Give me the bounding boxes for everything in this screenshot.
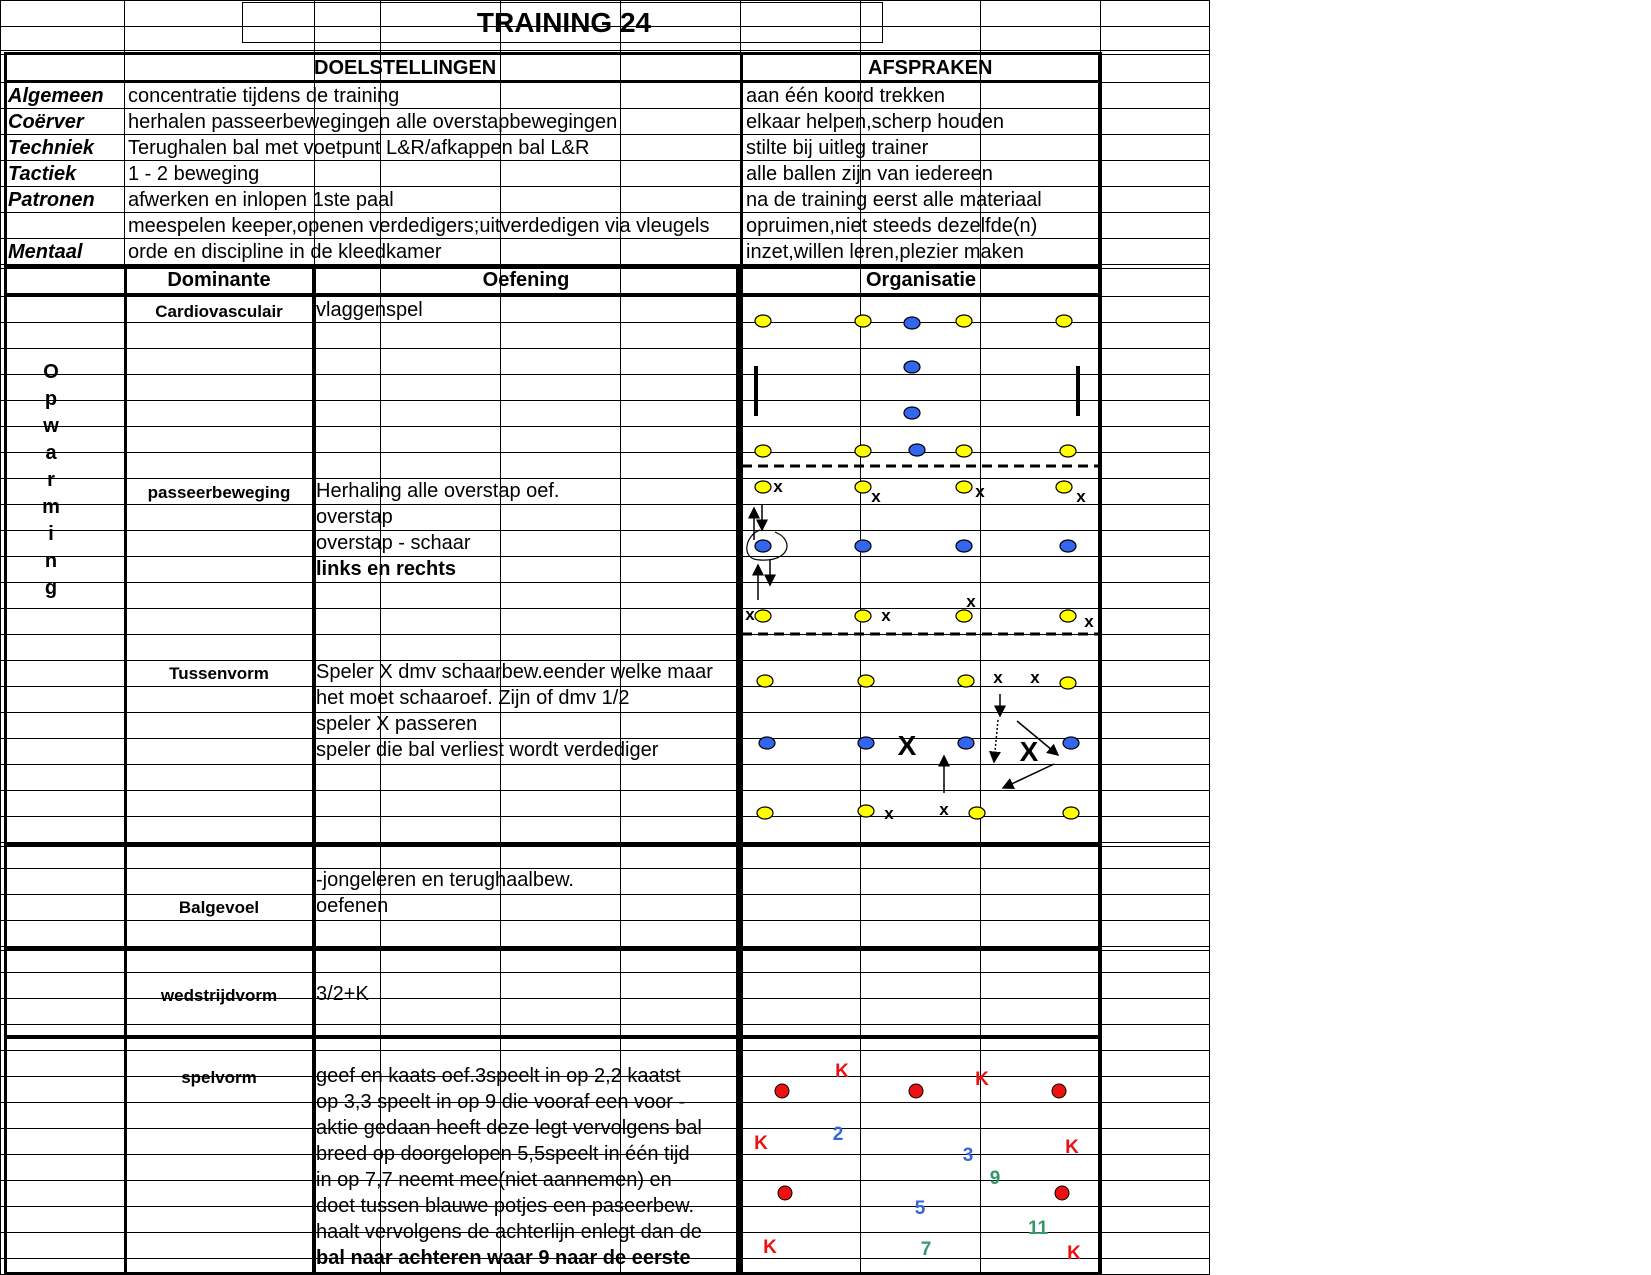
- keeper-label: K: [763, 1237, 777, 1258]
- goal-coerver: herhalen passeerbewegingen alle overstapbewegingen: [128, 111, 618, 133]
- yellow-cone: [956, 610, 972, 622]
- blue-cone: [909, 444, 925, 456]
- player-number-label: 7: [920, 1239, 932, 1260]
- player-x-label: x: [966, 592, 976, 611]
- exercise-balgevoel-line: -jongeleren en terughaalbew.: [316, 869, 574, 891]
- exercise-passeer-line: links en rechts: [316, 558, 457, 580]
- exercise-passeer-line: overstap - schaar: [316, 532, 471, 554]
- yellow-cone: [858, 675, 874, 687]
- yellow-cone: [969, 807, 985, 819]
- exercise-passeer-line: overstap: [316, 506, 393, 528]
- blue-cone: [958, 737, 974, 749]
- goal-techniek: Terughalen bal met voetpunt L&R/afkappen bal L&R: [128, 137, 590, 159]
- exercise-tussen-line: speler X passeren: [316, 713, 478, 735]
- row-label-tactiek: Tactiek: [8, 163, 77, 185]
- dominant-tussen: Tussenvorm: [169, 664, 269, 683]
- exercise-passeer-line: Herhaling alle overstap oef.: [316, 480, 560, 502]
- player-number-label: 2: [832, 1124, 844, 1145]
- exercise-spel-line: aktie gedaan heeft deze legt vervolgens bal: [316, 1117, 702, 1139]
- player-x-label: x: [881, 606, 891, 625]
- blue-cone: [858, 737, 874, 749]
- agreement-techniek: stilte bij uitleg trainer: [746, 137, 929, 159]
- header-doelstellingen: DOELSTELLINGEN: [314, 57, 497, 79]
- keeper-label: K: [1067, 1243, 1081, 1264]
- yellow-cone: [1060, 677, 1076, 689]
- phase-letter: r: [47, 469, 55, 491]
- yellow-cone: [1060, 610, 1076, 622]
- keeper-label: K: [975, 1069, 989, 1090]
- player-x-big-label: X: [897, 730, 917, 761]
- dominant-cardio: Cardiovasculair: [155, 302, 283, 321]
- row-label-techniek: Techniek: [8, 137, 94, 159]
- exercise-tussen-line: het moet schaaroef. Zijn of dmv 1/2: [316, 687, 630, 709]
- exercise-spel-line: bal naar achteren waar 9 naar de eerste: [316, 1247, 691, 1269]
- row-label-coerver: Coërver: [8, 111, 84, 133]
- player-x-label: x: [1084, 612, 1094, 631]
- phase-letter: n: [44, 550, 58, 572]
- movement-arrow: [994, 720, 998, 762]
- player-x-label: x: [993, 668, 1003, 687]
- blue-cone: [956, 540, 972, 552]
- red-marker: [909, 1084, 923, 1098]
- exercise-spel-line: in op 7,7 neemt mee(niet aannemen) en: [316, 1169, 672, 1191]
- phase-letter: O: [43, 361, 59, 383]
- exercise-spel-line: geef en kaats oef.3speelt in op 2,2 kaatst: [316, 1065, 681, 1087]
- player-x-label: x: [871, 487, 881, 506]
- exercise-wedstrijd: 3/2+K: [316, 983, 369, 1005]
- player-x-label: x: [884, 804, 894, 823]
- column-oefening: Oefening: [482, 269, 570, 291]
- phase-letter: p: [44, 388, 58, 410]
- blue-cone: [855, 540, 871, 552]
- exercise-tussen-line: Speler X dmv schaarbew.eender welke maar: [316, 661, 713, 683]
- player-number-label: 11: [1027, 1218, 1049, 1239]
- red-marker: [1052, 1084, 1066, 1098]
- yellow-cone: [956, 445, 972, 457]
- blue-cone: [1063, 737, 1079, 749]
- blue-cone: [755, 540, 771, 552]
- diagram-lines: [742, 366, 1098, 793]
- red-marker: [778, 1186, 792, 1200]
- phase-letter: g: [44, 577, 58, 599]
- yellow-cone: [958, 675, 974, 687]
- red-marker: [775, 1084, 789, 1098]
- yellow-cone: [755, 445, 771, 457]
- exercise-balgevoel-line: oefenen: [316, 895, 389, 917]
- goal-tactiek: 1 - 2 beweging: [128, 163, 260, 185]
- phase-letter: a: [45, 442, 57, 464]
- yellow-cone: [1060, 445, 1076, 457]
- row-label-algemeen: Algemeen: [8, 85, 104, 107]
- agreement-algemeen: aan één koord trekken: [746, 85, 946, 107]
- yellow-cone: [855, 315, 871, 327]
- yellow-cone: [1056, 315, 1072, 327]
- goal-algemeen: concentratie tijdens de training: [128, 85, 400, 107]
- keeper-label: K: [1065, 1137, 1079, 1158]
- row-label-mentaal: Mentaal: [8, 241, 83, 263]
- dominant-spel: spelvorm: [181, 1068, 257, 1087]
- player-x-label: x: [975, 482, 985, 501]
- yellow-cone: [757, 675, 773, 687]
- column-organisatie: Organisatie: [866, 269, 977, 291]
- player-x-big-label: X: [1019, 736, 1039, 767]
- dominant-wedstrijd: wedstrijdvorm: [160, 986, 278, 1005]
- exercise-spel-line: doet tussen blauwe potjes een paseerbew.: [316, 1195, 695, 1217]
- yellow-cone: [1056, 481, 1072, 493]
- agreement-tactiek: alle ballen zijn van iedereen: [746, 163, 993, 185]
- player-x-label: x: [1076, 487, 1086, 506]
- yellow-cone: [855, 445, 871, 457]
- row-label-patronen: Patronen: [8, 189, 95, 211]
- yellow-cone: [1063, 807, 1079, 819]
- yellow-cone: [956, 481, 972, 493]
- blue-cone: [904, 361, 920, 373]
- agreement-patronen-2: opruimen,niet steeds dezelfde(n): [746, 215, 1038, 237]
- player-x-label: x: [1030, 668, 1040, 687]
- agreement-patronen: na de training eerst alle materiaal: [746, 189, 1042, 211]
- phase-letter: m: [42, 496, 60, 518]
- red-marker: [1055, 1186, 1069, 1200]
- goal-mentaal: orde en discipline in de kleedkamer: [128, 241, 442, 263]
- header-afspraken: AFSPRAKEN: [868, 57, 993, 79]
- yellow-cone: [855, 610, 871, 622]
- goal-patronen-2: meespelen keeper,openen verdedigers;uitverdedigen via vleugels: [128, 215, 710, 237]
- exercise-spel-line: breed op doorgelopen 5,5speelt in één tijd: [316, 1143, 690, 1165]
- yellow-cone: [755, 481, 771, 493]
- keeper-label: K: [754, 1133, 768, 1154]
- player-x-label: x: [773, 477, 783, 496]
- movement-arrow: [1003, 764, 1054, 788]
- phase-letter: i: [48, 523, 54, 545]
- yellow-cone: [858, 805, 874, 817]
- yellow-cone: [855, 481, 871, 493]
- player-number-label: 9: [989, 1168, 1001, 1189]
- dominant-balgevoel: Balgevoel: [178, 898, 260, 917]
- player-x-label: x: [745, 605, 755, 624]
- yellow-cone: [757, 807, 773, 819]
- goal-patronen: afwerken en inlopen 1ste paal: [128, 189, 394, 211]
- yellow-cone: [956, 315, 972, 327]
- blue-cone: [1060, 540, 1076, 552]
- phase-letter: w: [43, 415, 59, 437]
- agreement-coerver: elkaar helpen,scherp houden: [746, 111, 1004, 133]
- yellow-cone: [755, 610, 771, 622]
- yellow-cone: [755, 315, 771, 327]
- agreement-mentaal: inzet,willen leren,plezier maken: [746, 241, 1024, 263]
- player-number-label: 5: [914, 1198, 926, 1219]
- player-number-label: 3: [962, 1145, 974, 1166]
- keeper-label: K: [835, 1061, 849, 1082]
- exercise-spel-line: haalt vervolgens de achterlijn enlegt dan de: [316, 1221, 702, 1243]
- player-x-label: x: [939, 800, 949, 819]
- page-title: TRAINING 24: [476, 7, 652, 38]
- blue-cone: [904, 407, 920, 419]
- column-dominante: Dominante: [167, 269, 271, 291]
- blue-cone: [904, 317, 920, 329]
- diagram-labels: [745, 477, 1094, 1264]
- blue-cone: [759, 737, 775, 749]
- exercise-spel-line: op 3,3 speelt in op 9 die vooraf een voor -: [316, 1091, 686, 1113]
- exercise-tussen-line: speler die bal verliest wordt verdediger: [316, 739, 659, 761]
- dominant-passeer: passeerbeweging: [147, 483, 291, 502]
- exercise-cardio: vlaggenspel: [316, 299, 423, 321]
